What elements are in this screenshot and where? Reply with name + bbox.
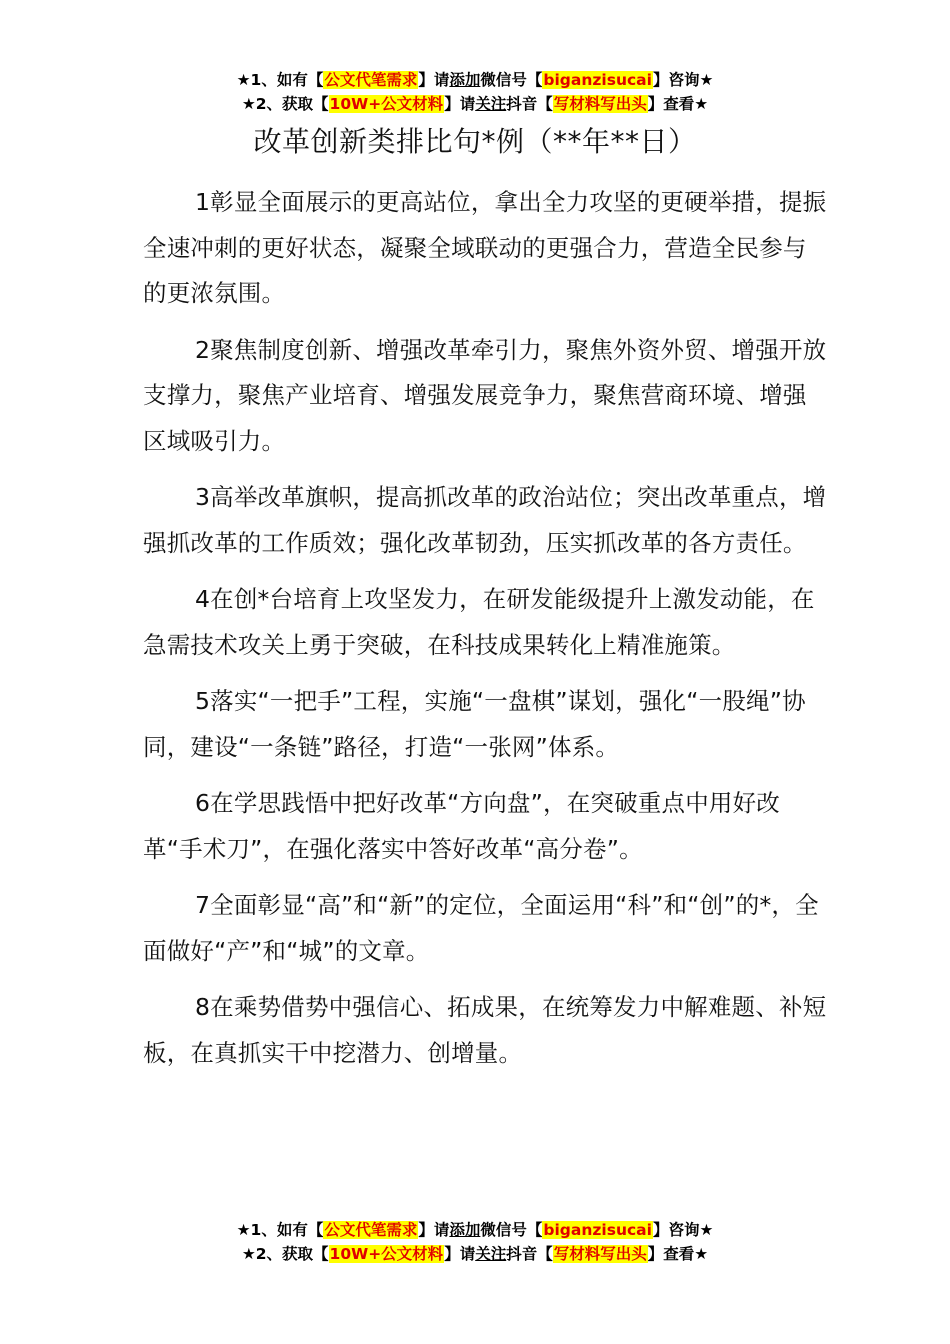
banner-line-2 bbox=[0, 92, 950, 116]
banner-highlight: 10W+公文材料 bbox=[329, 95, 444, 113]
header-banner bbox=[0, 68, 950, 116]
paragraph-7: 7全面彰显“高”和“新”的定位，全面运用“科”和“创”的*，全面做好“产”和“城”的文章。 bbox=[143, 891, 819, 965]
banner-underline: 添加 bbox=[449, 71, 481, 89]
banner-text: 】请 bbox=[444, 95, 476, 113]
banner-text: ★1、如有【 bbox=[236, 1221, 324, 1239]
paragraph-3: 3高举改革旗帜，提高抓改革的政治站位；突出改革重点，增强抓改革的工作质效；强化改革韧劲，压实抓改革的各方责任。 bbox=[143, 483, 827, 557]
banner-line-2 bbox=[0, 1242, 950, 1266]
banner-text: 】请 bbox=[418, 71, 450, 89]
banner-text: ★2、获取【 bbox=[241, 1245, 329, 1263]
banner-text: 】请 bbox=[444, 1245, 476, 1263]
banner-text: 】查看★ bbox=[647, 95, 709, 113]
banner-text: 抖音【 bbox=[506, 1245, 553, 1263]
banner-highlight: 公文代笔需求 bbox=[324, 71, 418, 89]
banner-highlight: 10W+公文材料 bbox=[329, 1245, 444, 1263]
banner-highlight: 写材料写出头 bbox=[553, 1245, 647, 1263]
banner-text: 微信号【 bbox=[480, 1221, 543, 1239]
paragraph-5: 5落实“一把手”工程，实施“一盘棋”谋划，强化“一股绳”协同，建设“一条链”路径，打造“一张网”体系。 bbox=[143, 687, 806, 761]
paragraph-4: 4在创*台培育上攻坚发力，在研发能级提升上激发动能，在急需技术攻关上勇于突破，在科技成果转化上精准施策。 bbox=[143, 585, 815, 659]
paragraph-2: 2聚焦制度创新、增强改革牵引力，聚焦外资外贸、增强开放支撑力，聚焦产业培育、增强发展竞争力，聚焦营商环境、增强区域吸引力。 bbox=[143, 335, 827, 455]
paragraph-8: 8在乘势借势中强信心、拓成果，在统筹发力中解难题、补短板，在真抓实干中挖潜力、创增量。 bbox=[143, 993, 827, 1067]
banner-line-1 bbox=[0, 68, 950, 92]
banner-highlight: biganzisucai bbox=[543, 1221, 652, 1239]
banner-text: 抖音【 bbox=[506, 95, 553, 113]
banner-text: ★2、获取【 bbox=[241, 95, 329, 113]
paragraph-6: 6在学思践悟中把好改革“方向盘”，在突破重点中用好改革“手术刀”，在强化落实中答好改革“高分卷”。 bbox=[143, 789, 780, 863]
banner-line-1 bbox=[0, 1218, 950, 1242]
document-body bbox=[143, 180, 829, 1087]
banner-text: 微信号【 bbox=[480, 71, 543, 89]
banner-text: 】咨询★ bbox=[652, 1221, 714, 1239]
banner-text: 】请 bbox=[418, 1221, 450, 1239]
banner-highlight: 写材料写出头 bbox=[553, 95, 647, 113]
footer-banner bbox=[0, 1218, 950, 1266]
document-title: 改革创新类排比句*例（**年**日） bbox=[253, 125, 697, 158]
paragraph-1: 1彰显全面展示的更高站位，拿出全力攻坚的更硬举措，提振全速冲刺的更好状态，凝聚全域联动的更强合力，营造全民参与的更浓氛围。 bbox=[143, 188, 827, 307]
banner-underline: 添加 bbox=[449, 1221, 481, 1239]
banner-text: 】查看★ bbox=[647, 1245, 709, 1263]
banner-highlight: 公文代笔需求 bbox=[324, 1221, 418, 1239]
banner-underline: 关注 bbox=[475, 95, 507, 113]
banner-text: ★1、如有【 bbox=[236, 71, 324, 89]
banner-underline: 关注 bbox=[475, 1245, 507, 1263]
banner-highlight: biganzisucai bbox=[543, 71, 652, 89]
banner-text: 】咨询★ bbox=[652, 71, 714, 89]
